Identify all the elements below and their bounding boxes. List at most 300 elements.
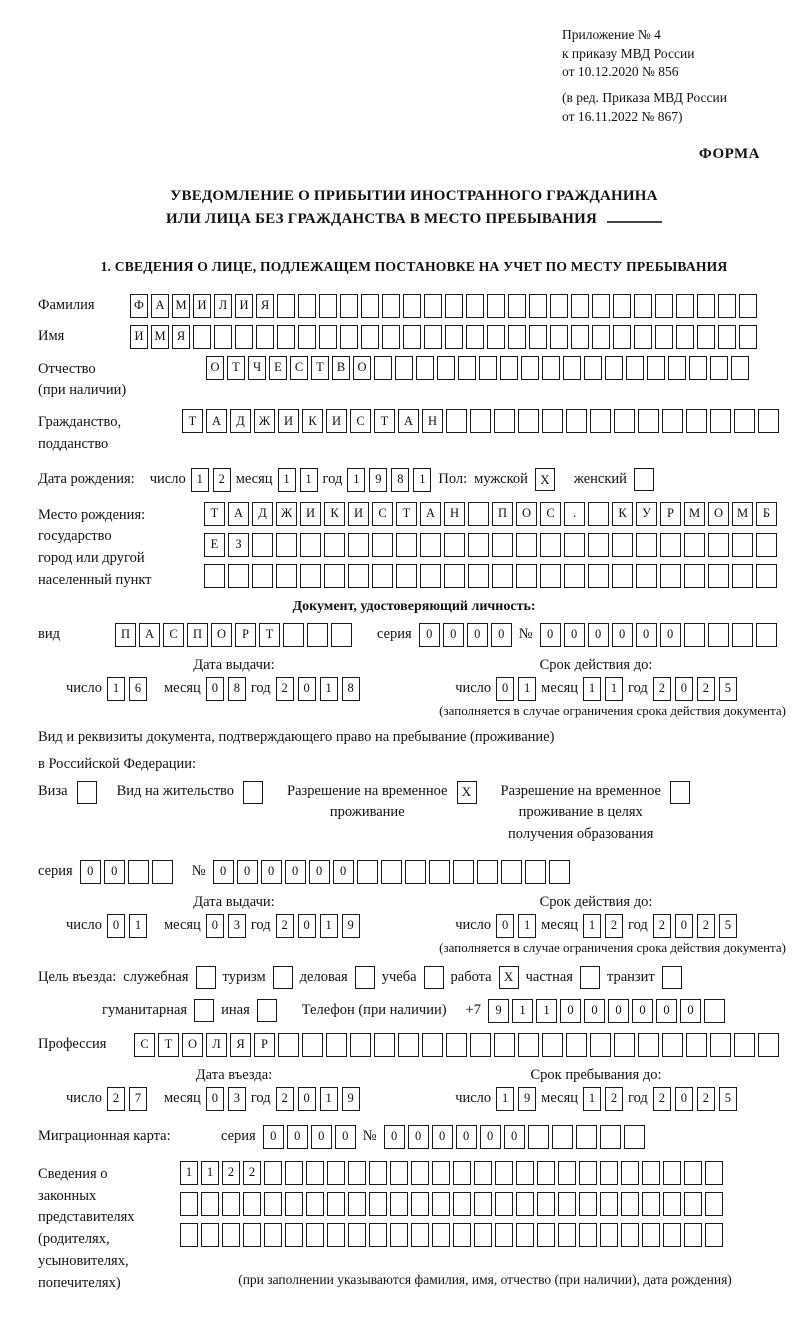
char-cell[interactable] [372, 564, 393, 588]
char-cell[interactable] [621, 1223, 639, 1247]
char-cell[interactable]: 0 [237, 860, 258, 884]
char-cell[interactable] [429, 860, 450, 884]
char-cell[interactable] [579, 1192, 597, 1216]
char-cell[interactable]: И [348, 502, 369, 526]
char-cell[interactable] [564, 564, 585, 588]
char-cell[interactable] [655, 294, 673, 318]
char-cell[interactable] [369, 1161, 387, 1185]
char-cell[interactable] [636, 533, 657, 557]
char-cell[interactable] [432, 1192, 450, 1216]
char-cell[interactable]: 0 [287, 1125, 308, 1149]
char-cell[interactable] [558, 1192, 576, 1216]
char-cell[interactable] [636, 564, 657, 588]
char-cell[interactable]: А [151, 294, 169, 318]
char-cell[interactable] [516, 533, 537, 557]
char-cell[interactable]: 2 [222, 1161, 240, 1185]
char-cell[interactable] [382, 325, 400, 349]
char-cell[interactable]: О [211, 623, 232, 647]
char-cell[interactable]: 1 [496, 1087, 514, 1111]
char-cell[interactable] [704, 999, 725, 1023]
char-cell[interactable] [361, 325, 379, 349]
char-cell[interactable] [588, 502, 609, 526]
char-cell[interactable]: 0 [584, 999, 605, 1023]
char-cell[interactable] [152, 860, 173, 884]
char-cell[interactable] [705, 1192, 723, 1216]
char-cell[interactable] [549, 860, 570, 884]
char-cell[interactable] [390, 1223, 408, 1247]
char-cell[interactable]: 7 [129, 1087, 147, 1111]
char-cell[interactable]: М [172, 294, 190, 318]
char-cell[interactable]: Т [374, 409, 395, 433]
char-cell[interactable] [445, 325, 463, 349]
char-cell[interactable]: 0 [432, 1125, 453, 1149]
char-cell[interactable] [420, 564, 441, 588]
char-cell[interactable]: Ж [276, 502, 297, 526]
char-cell[interactable]: 1 [107, 677, 125, 701]
char-cell[interactable] [600, 1125, 621, 1149]
char-cell[interactable] [348, 1161, 366, 1185]
char-cell[interactable] [684, 623, 705, 647]
char-cell[interactable] [470, 1033, 491, 1057]
char-cell[interactable] [686, 409, 707, 433]
char-cell[interactable]: 0 [80, 860, 101, 884]
char-cell[interactable] [468, 533, 489, 557]
char-cell[interactable] [264, 1223, 282, 1247]
char-cell[interactable] [306, 1223, 324, 1247]
char-cell[interactable] [739, 294, 757, 318]
char-cell[interactable] [614, 409, 635, 433]
purpose-work-checkbox[interactable]: X [499, 966, 519, 989]
char-cell[interactable] [193, 325, 211, 349]
char-cell[interactable]: 1 [320, 1087, 338, 1111]
char-cell[interactable]: 9 [518, 1087, 536, 1111]
char-cell[interactable] [697, 294, 715, 318]
char-cell[interactable]: З [228, 533, 249, 557]
char-cell[interactable] [470, 409, 491, 433]
char-cell[interactable] [739, 325, 757, 349]
char-cell[interactable] [432, 1161, 450, 1185]
char-cell[interactable] [612, 533, 633, 557]
char-cell[interactable]: И [300, 502, 321, 526]
char-cell[interactable]: 1 [536, 999, 557, 1023]
purpose-official-checkbox[interactable] [196, 966, 216, 989]
char-cell[interactable] [663, 1223, 681, 1247]
char-cell[interactable] [495, 1161, 513, 1185]
char-cell[interactable] [540, 564, 561, 588]
char-cell[interactable] [445, 294, 463, 318]
char-cell[interactable]: П [492, 502, 513, 526]
char-cell[interactable] [243, 1192, 261, 1216]
char-cell[interactable]: 0 [636, 623, 657, 647]
char-cell[interactable] [710, 409, 731, 433]
char-cell[interactable] [537, 1223, 555, 1247]
char-cell[interactable] [579, 1161, 597, 1185]
char-cell[interactable]: А [398, 409, 419, 433]
char-cell[interactable] [516, 1161, 534, 1185]
char-cell[interactable]: 0 [467, 623, 488, 647]
char-cell[interactable] [458, 356, 476, 380]
char-cell[interactable] [588, 533, 609, 557]
char-cell[interactable] [542, 1033, 563, 1057]
char-cell[interactable]: 1 [278, 468, 296, 492]
char-cell[interactable] [327, 1161, 345, 1185]
char-cell[interactable]: 1 [518, 914, 536, 938]
char-cell[interactable]: К [302, 409, 323, 433]
char-cell[interactable] [361, 294, 379, 318]
char-cell[interactable] [468, 502, 489, 526]
char-cell[interactable]: 5 [719, 677, 737, 701]
char-cell[interactable]: 0 [107, 914, 125, 938]
char-cell[interactable] [612, 564, 633, 588]
char-cell[interactable] [348, 1192, 366, 1216]
char-cell[interactable] [437, 356, 455, 380]
char-cell[interactable] [357, 860, 378, 884]
char-cell[interactable]: Н [444, 502, 465, 526]
char-cell[interactable]: 0 [419, 623, 440, 647]
char-cell[interactable] [718, 294, 736, 318]
char-cell[interactable]: А [228, 502, 249, 526]
char-cell[interactable]: К [324, 502, 345, 526]
char-cell[interactable] [411, 1223, 429, 1247]
char-cell[interactable]: И [193, 294, 211, 318]
char-cell[interactable]: М [732, 502, 753, 526]
char-cell[interactable] [731, 356, 749, 380]
char-cell[interactable] [285, 1223, 303, 1247]
char-cell[interactable] [298, 325, 316, 349]
char-cell[interactable] [300, 564, 321, 588]
char-cell[interactable]: 2 [697, 677, 715, 701]
char-cell[interactable]: 2 [276, 914, 294, 938]
char-cell[interactable] [390, 1192, 408, 1216]
char-cell[interactable] [705, 1223, 723, 1247]
char-cell[interactable]: О [516, 502, 537, 526]
char-cell[interactable] [584, 356, 602, 380]
char-cell[interactable]: С [134, 1033, 155, 1057]
char-cell[interactable]: 0 [213, 860, 234, 884]
char-cell[interactable] [348, 564, 369, 588]
char-cell[interactable] [613, 325, 631, 349]
char-cell[interactable]: 0 [496, 914, 514, 938]
char-cell[interactable] [300, 533, 321, 557]
char-cell[interactable] [479, 356, 497, 380]
char-cell[interactable] [705, 1161, 723, 1185]
char-cell[interactable]: 2 [243, 1161, 261, 1185]
char-cell[interactable] [592, 294, 610, 318]
char-cell[interactable] [306, 1192, 324, 1216]
char-cell[interactable]: П [187, 623, 208, 647]
char-cell[interactable] [326, 1033, 347, 1057]
char-cell[interactable] [697, 325, 715, 349]
char-cell[interactable] [494, 409, 515, 433]
purpose-business-checkbox[interactable] [355, 966, 375, 989]
char-cell[interactable]: Т [259, 623, 280, 647]
char-cell[interactable] [350, 1033, 371, 1057]
char-cell[interactable]: 2 [653, 1087, 671, 1111]
char-cell[interactable]: 0 [408, 1125, 429, 1149]
char-cell[interactable] [276, 533, 297, 557]
char-cell[interactable] [298, 294, 316, 318]
char-cell[interactable] [411, 1161, 429, 1185]
char-cell[interactable] [600, 1223, 618, 1247]
purpose-tourism-checkbox[interactable] [273, 966, 293, 989]
char-cell[interactable]: Ч [248, 356, 266, 380]
female-checkbox[interactable] [634, 468, 654, 491]
visa-checkbox[interactable] [77, 781, 97, 804]
char-cell[interactable] [521, 356, 539, 380]
purpose-study-checkbox[interactable] [424, 966, 444, 989]
char-cell[interactable] [660, 533, 681, 557]
char-cell[interactable] [550, 294, 568, 318]
char-cell[interactable]: 0 [443, 623, 464, 647]
char-cell[interactable] [684, 1192, 702, 1216]
char-cell[interactable] [201, 1223, 219, 1247]
purpose-transit-checkbox[interactable] [662, 966, 682, 989]
char-cell[interactable]: Л [206, 1033, 227, 1057]
char-cell[interactable] [614, 1033, 635, 1057]
char-cell[interactable] [642, 1223, 660, 1247]
char-cell[interactable]: Д [230, 409, 251, 433]
char-cell[interactable] [374, 356, 392, 380]
char-cell[interactable]: 0 [504, 1125, 525, 1149]
char-cell[interactable] [710, 1033, 731, 1057]
purpose-other-checkbox[interactable] [257, 999, 277, 1022]
char-cell[interactable] [495, 1223, 513, 1247]
char-cell[interactable] [558, 1161, 576, 1185]
char-cell[interactable] [663, 1192, 681, 1216]
char-cell[interactable] [446, 409, 467, 433]
char-cell[interactable]: 0 [660, 623, 681, 647]
char-cell[interactable] [432, 1223, 450, 1247]
char-cell[interactable]: С [290, 356, 308, 380]
char-cell[interactable] [516, 564, 537, 588]
char-cell[interactable]: 0 [675, 677, 693, 701]
char-cell[interactable] [566, 409, 587, 433]
char-cell[interactable] [395, 356, 413, 380]
char-cell[interactable] [277, 294, 295, 318]
char-cell[interactable]: В [332, 356, 350, 380]
char-cell[interactable]: 0 [608, 999, 629, 1023]
purpose-humanitarian-checkbox[interactable] [194, 999, 214, 1022]
char-cell[interactable] [758, 409, 779, 433]
char-cell[interactable]: Т [311, 356, 329, 380]
char-cell[interactable] [638, 1033, 659, 1057]
char-cell[interactable] [277, 325, 295, 349]
char-cell[interactable]: 3 [228, 914, 246, 938]
char-cell[interactable] [518, 1033, 539, 1057]
char-cell[interactable] [676, 325, 694, 349]
char-cell[interactable]: . [564, 502, 585, 526]
char-cell[interactable] [634, 294, 652, 318]
char-cell[interactable]: С [372, 502, 393, 526]
char-cell[interactable] [283, 623, 304, 647]
char-cell[interactable]: 1 [347, 468, 365, 492]
char-cell[interactable]: 1 [191, 468, 209, 492]
char-cell[interactable] [466, 294, 484, 318]
char-cell[interactable]: 0 [206, 914, 224, 938]
char-cell[interactable] [621, 1192, 639, 1216]
residence-permit-checkbox[interactable] [243, 781, 263, 804]
char-cell[interactable] [528, 1125, 549, 1149]
char-cell[interactable] [422, 1033, 443, 1057]
char-cell[interactable] [228, 564, 249, 588]
char-cell[interactable] [529, 325, 547, 349]
char-cell[interactable] [537, 1161, 555, 1185]
char-cell[interactable]: Е [269, 356, 287, 380]
char-cell[interactable]: 2 [653, 677, 671, 701]
char-cell[interactable]: Р [254, 1033, 275, 1057]
char-cell[interactable]: 0 [540, 623, 561, 647]
char-cell[interactable]: 0 [206, 1087, 224, 1111]
char-cell[interactable] [734, 409, 755, 433]
char-cell[interactable]: Т [227, 356, 245, 380]
char-cell[interactable] [487, 294, 505, 318]
char-cell[interactable] [348, 1223, 366, 1247]
char-cell[interactable]: 0 [564, 623, 585, 647]
char-cell[interactable] [537, 1192, 555, 1216]
char-cell[interactable]: О [206, 356, 224, 380]
char-cell[interactable]: 0 [656, 999, 677, 1023]
char-cell[interactable]: 0 [309, 860, 330, 884]
char-cell[interactable] [285, 1161, 303, 1185]
char-cell[interactable]: 5 [719, 914, 737, 938]
char-cell[interactable] [466, 325, 484, 349]
char-cell[interactable]: 0 [104, 860, 125, 884]
char-cell[interactable] [420, 533, 441, 557]
char-cell[interactable] [492, 564, 513, 588]
char-cell[interactable]: 9 [342, 1087, 360, 1111]
char-cell[interactable] [708, 564, 729, 588]
char-cell[interactable] [264, 1192, 282, 1216]
char-cell[interactable]: 1 [583, 914, 601, 938]
char-cell[interactable] [444, 533, 465, 557]
char-cell[interactable] [668, 356, 686, 380]
char-cell[interactable] [492, 533, 513, 557]
char-cell[interactable] [396, 533, 417, 557]
char-cell[interactable] [758, 1033, 779, 1057]
char-cell[interactable]: И [278, 409, 299, 433]
char-cell[interactable] [204, 564, 225, 588]
char-cell[interactable] [642, 1161, 660, 1185]
char-cell[interactable]: 1 [320, 677, 338, 701]
char-cell[interactable] [444, 564, 465, 588]
char-cell[interactable] [600, 1161, 618, 1185]
char-cell[interactable]: 9 [369, 468, 387, 492]
char-cell[interactable]: 1 [201, 1161, 219, 1185]
char-cell[interactable] [676, 294, 694, 318]
char-cell[interactable] [571, 294, 589, 318]
char-cell[interactable] [495, 1192, 513, 1216]
char-cell[interactable] [381, 860, 402, 884]
char-cell[interactable] [508, 294, 526, 318]
char-cell[interactable]: Р [660, 502, 681, 526]
char-cell[interactable] [369, 1223, 387, 1247]
char-cell[interactable] [732, 623, 753, 647]
char-cell[interactable] [396, 564, 417, 588]
char-cell[interactable] [319, 294, 337, 318]
char-cell[interactable] [453, 1223, 471, 1247]
char-cell[interactable]: 2 [107, 1087, 125, 1111]
char-cell[interactable]: 0 [496, 677, 514, 701]
char-cell[interactable] [319, 325, 337, 349]
char-cell[interactable] [756, 564, 777, 588]
char-cell[interactable]: Т [204, 502, 225, 526]
char-cell[interactable]: 0 [491, 623, 512, 647]
char-cell[interactable] [474, 1223, 492, 1247]
char-cell[interactable] [453, 1161, 471, 1185]
char-cell[interactable]: 0 [560, 999, 581, 1023]
char-cell[interactable] [605, 356, 623, 380]
char-cell[interactable] [306, 1161, 324, 1185]
char-cell[interactable] [264, 1161, 282, 1185]
char-cell[interactable]: 0 [612, 623, 633, 647]
char-cell[interactable] [552, 1125, 573, 1149]
char-cell[interactable]: 1 [583, 677, 601, 701]
char-cell[interactable] [324, 564, 345, 588]
char-cell[interactable] [590, 409, 611, 433]
char-cell[interactable]: О [182, 1033, 203, 1057]
char-cell[interactable]: Т [158, 1033, 179, 1057]
char-cell[interactable]: Р [235, 623, 256, 647]
char-cell[interactable] [662, 409, 683, 433]
char-cell[interactable] [756, 623, 777, 647]
char-cell[interactable]: 8 [342, 677, 360, 701]
char-cell[interactable]: 2 [605, 914, 623, 938]
char-cell[interactable] [542, 409, 563, 433]
char-cell[interactable] [558, 1223, 576, 1247]
char-cell[interactable] [307, 623, 328, 647]
char-cell[interactable] [518, 409, 539, 433]
char-cell[interactable] [579, 1223, 597, 1247]
char-cell[interactable] [252, 564, 273, 588]
char-cell[interactable] [732, 564, 753, 588]
char-cell[interactable] [403, 325, 421, 349]
char-cell[interactable] [529, 294, 547, 318]
char-cell[interactable] [542, 356, 560, 380]
char-cell[interactable] [411, 1192, 429, 1216]
char-cell[interactable]: К [612, 502, 633, 526]
char-cell[interactable]: Я [172, 325, 190, 349]
char-cell[interactable] [684, 1161, 702, 1185]
char-cell[interactable]: 0 [588, 623, 609, 647]
char-cell[interactable] [588, 564, 609, 588]
char-cell[interactable] [416, 356, 434, 380]
char-cell[interactable] [732, 533, 753, 557]
char-cell[interactable]: 1 [512, 999, 533, 1023]
male-checkbox[interactable]: X [535, 468, 555, 491]
char-cell[interactable]: 1 [180, 1161, 198, 1185]
char-cell[interactable]: 2 [276, 677, 294, 701]
char-cell[interactable] [324, 533, 345, 557]
char-cell[interactable] [453, 860, 474, 884]
char-cell[interactable] [398, 1033, 419, 1057]
char-cell[interactable]: 2 [213, 468, 231, 492]
char-cell[interactable] [302, 1033, 323, 1057]
char-cell[interactable] [331, 623, 352, 647]
char-cell[interactable]: А [139, 623, 160, 647]
char-cell[interactable] [634, 325, 652, 349]
char-cell[interactable] [708, 623, 729, 647]
char-cell[interactable]: Т [182, 409, 203, 433]
char-cell[interactable]: 2 [605, 1087, 623, 1111]
char-cell[interactable] [563, 356, 581, 380]
char-cell[interactable]: 2 [276, 1087, 294, 1111]
char-cell[interactable]: 0 [384, 1125, 405, 1149]
char-cell[interactable]: Ж [254, 409, 275, 433]
char-cell[interactable]: 1 [300, 468, 318, 492]
char-cell[interactable]: 2 [653, 914, 671, 938]
char-cell[interactable]: Е [204, 533, 225, 557]
char-cell[interactable]: О [353, 356, 371, 380]
